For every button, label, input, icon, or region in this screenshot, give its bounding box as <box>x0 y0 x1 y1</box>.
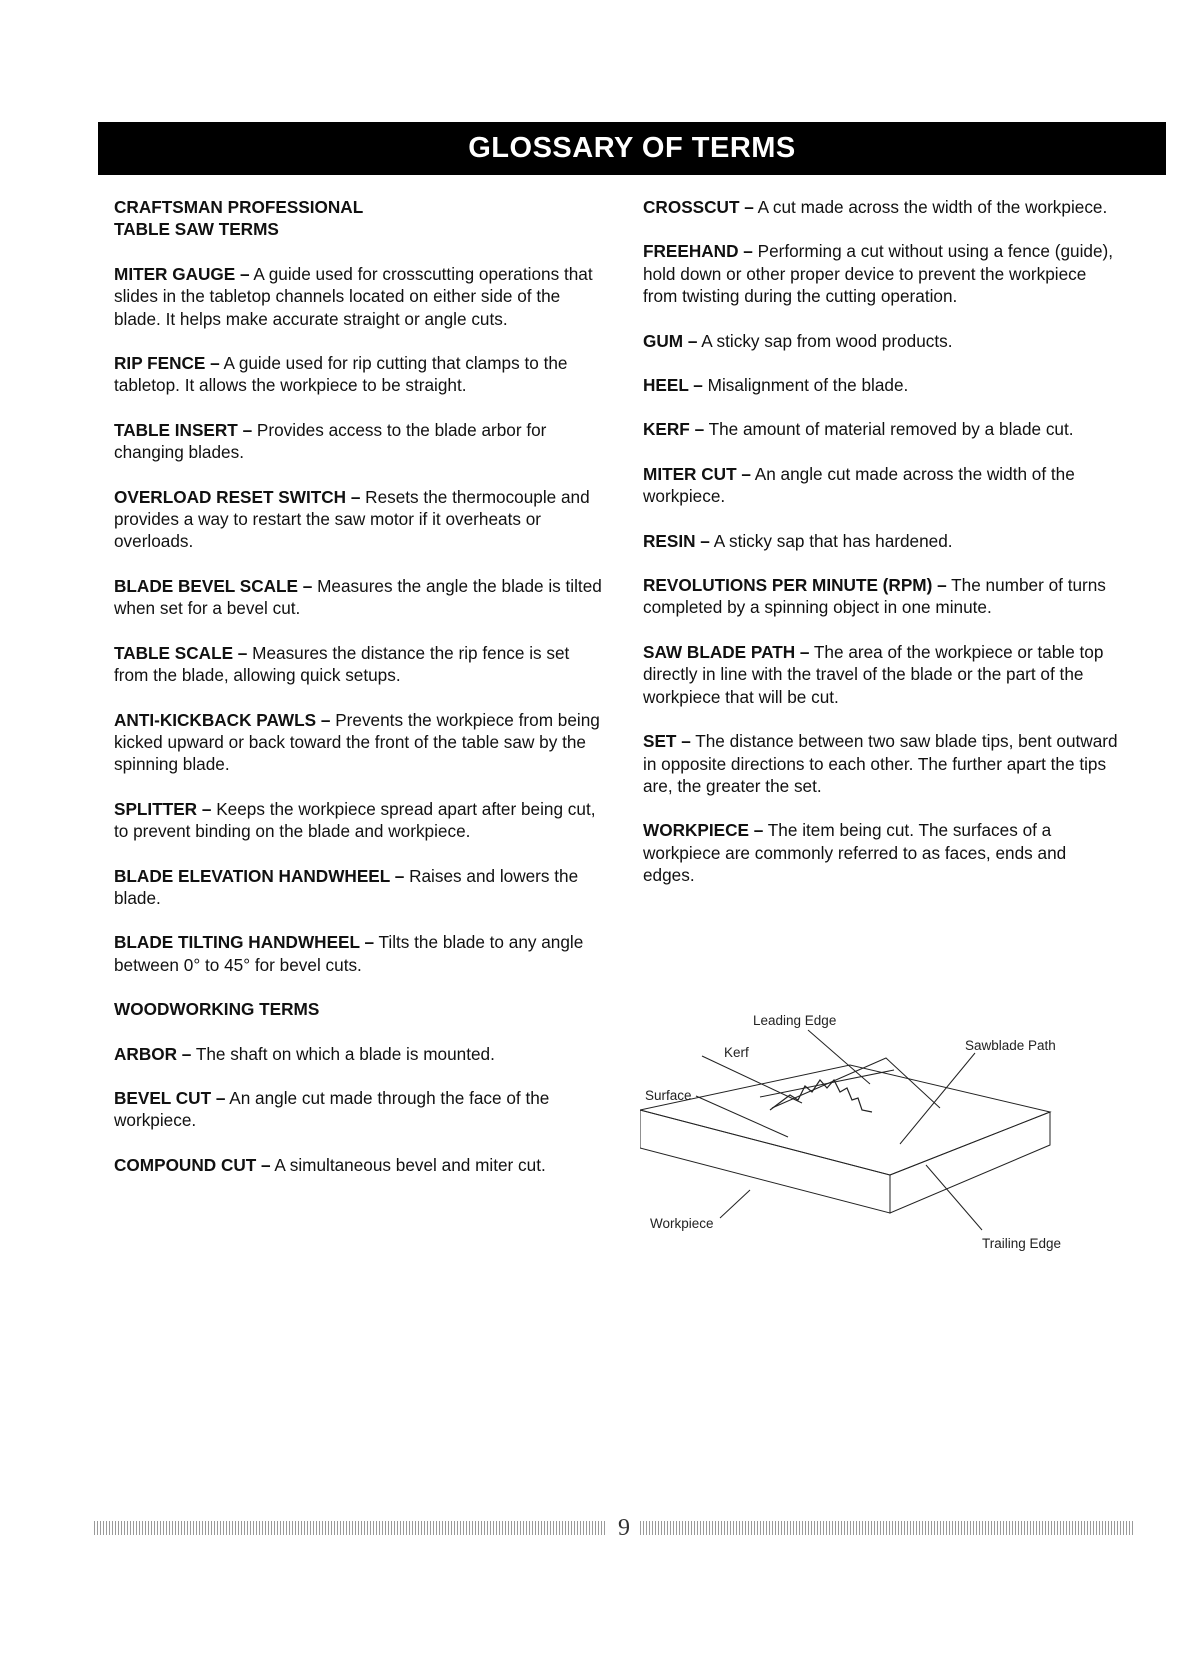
glossary-term: SAW BLADE PATH – <box>643 641 810 662</box>
glossary-term: KERF – <box>643 419 705 440</box>
glossary-entry <box>643 240 1118 307</box>
glossary-definition: The distance between two saw blade tips, bent outward in opposite directions to each other. The further apart the tips are, the greater the set. <box>643 731 1118 796</box>
workpiece-leader <box>720 1190 750 1218</box>
glossary-entry <box>114 419 604 464</box>
glossary-term: WORKPIECE – <box>643 820 764 841</box>
glossary-term: RESIN – <box>643 530 710 551</box>
glossary-definition: The area of the workpiece or table top directly in line with the travel of the blade or the part of the workpiece that will be cut. <box>643 641 1104 707</box>
glossary-entry <box>643 641 1118 708</box>
glossary-entry <box>643 374 1118 396</box>
page-number: 9 <box>618 1515 630 1541</box>
glossary-entry <box>114 1043 604 1065</box>
glossary-definition: A guide used for crosscutting operations that slides in the tabletop channels located on either side of the blade. It helps make accurate straight or angle cuts. <box>114 263 593 329</box>
left-column <box>114 196 604 1198</box>
glossary-entry <box>114 1087 604 1132</box>
glossary-definition: The shaft on which a blade is mounted. <box>191 1043 495 1064</box>
workpiece-diagram <box>640 1000 1100 1280</box>
board-top-face <box>640 1065 1050 1175</box>
glossary-term: MITER GAUGE – <box>114 263 250 284</box>
glossary-entry <box>643 330 1118 352</box>
glossary-entry <box>114 352 604 397</box>
glossary-term: COMPOUND CUT – <box>114 1154 271 1175</box>
glossary-term: TABLE SCALE – <box>114 642 248 663</box>
glossary-definition: An angle cut made through the face of the workpiece. <box>114 1087 550 1131</box>
glossary-term: SPLITTER – <box>114 798 212 819</box>
label-leading-edge: Leading Edge <box>753 1013 837 1028</box>
glossary-term: BEVEL CUT – <box>114 1087 226 1108</box>
glossary-definition: Tilts the blade to any angle between 0° to 45° for bevel cuts. <box>114 932 584 975</box>
glossary-definition: Misalignment of the blade. <box>702 375 909 396</box>
glossary-definition: A cut made across the width of the workpiece. <box>753 197 1108 217</box>
surface-leader <box>696 1096 788 1137</box>
glossary-entry <box>114 486 604 553</box>
glossary-definition: The amount of material removed by a blade cut. <box>704 419 1074 440</box>
glossary-entry <box>643 530 1118 552</box>
glossary-term: BLADE BEVEL SCALE – <box>114 575 313 596</box>
glossary-definition: Measures the angle the blade is tilted when set for a bevel cut. <box>114 575 602 619</box>
glossary-term: MITER CUT – <box>643 463 751 484</box>
glossary-definition: A guide used for rip cutting that clamps to the tabletop. It allows the workpiece to be straight. <box>114 353 568 396</box>
glossary-definition: Provides access to the blade arbor for changing blades. <box>114 419 547 463</box>
glossary-definition: An angle cut made across the width of the workpiece. <box>643 463 1075 507</box>
label-sawblade-path: Sawblade Path <box>965 1038 1056 1053</box>
glossary-definition: The number of turns completed by a spinning object in one minute. <box>643 575 1106 618</box>
glossary-entry <box>643 418 1118 440</box>
board-front-face <box>640 1110 890 1213</box>
trailing-edge-leader <box>926 1165 982 1230</box>
section-heading-line: TABLE SAW TERMS <box>114 219 279 240</box>
page-title: GLOSSARY OF TERMS <box>468 132 796 164</box>
glossary-entry <box>114 931 604 976</box>
label-kerf: Kerf <box>724 1045 749 1060</box>
glossary-term: OVERLOAD RESET SWITCH – <box>114 486 361 507</box>
glossary-term: SET – <box>643 731 691 752</box>
glossary-entry <box>643 574 1118 619</box>
label-trailing-edge: Trailing Edge <box>982 1236 1062 1251</box>
glossary-entry <box>114 642 604 687</box>
section-heading-woodworking-terms: WOODWORKING TERMS <box>114 999 320 1020</box>
glossary-definition: Raises and lowers the blade. <box>114 865 579 908</box>
glossary-entry <box>114 1154 604 1176</box>
glossary-term: FREEHAND – <box>643 241 753 262</box>
section-heading-line: CRAFTSMAN PROFESSIONAL <box>114 197 364 217</box>
glossary-definition: Performing a cut without using a fence (guide), hold down or other proper device to prevent the workpiece from twisting during the cutting operation. <box>643 241 1114 307</box>
glossary-term: HEEL – <box>643 375 703 396</box>
glossary-entry <box>114 798 604 843</box>
glossary-definition: A sticky sap from wood products. <box>697 330 953 351</box>
glossary-term: BLADE ELEVATION HANDWHEEL – <box>114 865 405 886</box>
glossary-definition: A sticky sap that has hardened. <box>709 530 953 551</box>
page-footer <box>94 1515 1134 1543</box>
glossary-entry <box>643 463 1118 508</box>
glossary-term: CROSSCUT – <box>643 197 754 217</box>
glossary-definition: The item being cut. The surfaces of a workpiece are commonly referred to as faces, ends and edges. <box>643 820 1067 886</box>
glossary-entry <box>643 819 1118 886</box>
leading-edge-leader <box>808 1030 870 1084</box>
glossary-term: REVOLUTIONS PER MINUTE (RPM) – <box>643 575 947 596</box>
glossary-term: RIP FENCE – <box>114 353 220 374</box>
page-header <box>98 122 1166 175</box>
glossary-definition: Keeps the workpiece spread apart after being cut, to prevent binding on the blade and workpiece. <box>114 798 596 842</box>
glossary-definition: Prevents the workpiece from being kicked upward or back toward the front of the table saw by the spinning blade. <box>114 709 600 775</box>
sawblade-path-leader <box>900 1053 975 1144</box>
glossary-term: ARBOR – <box>114 1043 192 1064</box>
glossary-definition: Resets the thermocouple and provides a way to restart the saw motor if it overheats or overloads. <box>114 486 590 552</box>
label-surface: Surface <box>645 1088 692 1103</box>
label-workpiece: Workpiece <box>650 1216 714 1231</box>
section-heading-table-saw-terms <box>114 196 604 241</box>
glossary-term: TABLE INSERT – <box>114 419 253 440</box>
kerf-leader <box>702 1056 802 1103</box>
glossary-term: BLADE TILTING HANDWHEEL – <box>114 932 375 953</box>
glossary-entry <box>114 709 604 776</box>
glossary-term: ANTI-KICKBACK PAWLS – <box>114 709 331 730</box>
glossary-definition: Measures the distance the rip fence is set from the blade, allowing quick setups. <box>114 642 570 686</box>
footer-hatch-left <box>94 1521 606 1535</box>
glossary-term: GUM – <box>643 330 698 351</box>
glossary-entry <box>114 865 604 910</box>
footer-hatch-right <box>640 1521 1134 1535</box>
glossary-entry <box>643 730 1118 797</box>
glossary-entry <box>114 575 604 620</box>
glossary-definition: A simultaneous bevel and miter cut. <box>270 1154 546 1175</box>
right-column <box>643 196 1118 909</box>
glossary-entry <box>114 263 604 330</box>
glossary-entry <box>643 196 1118 218</box>
